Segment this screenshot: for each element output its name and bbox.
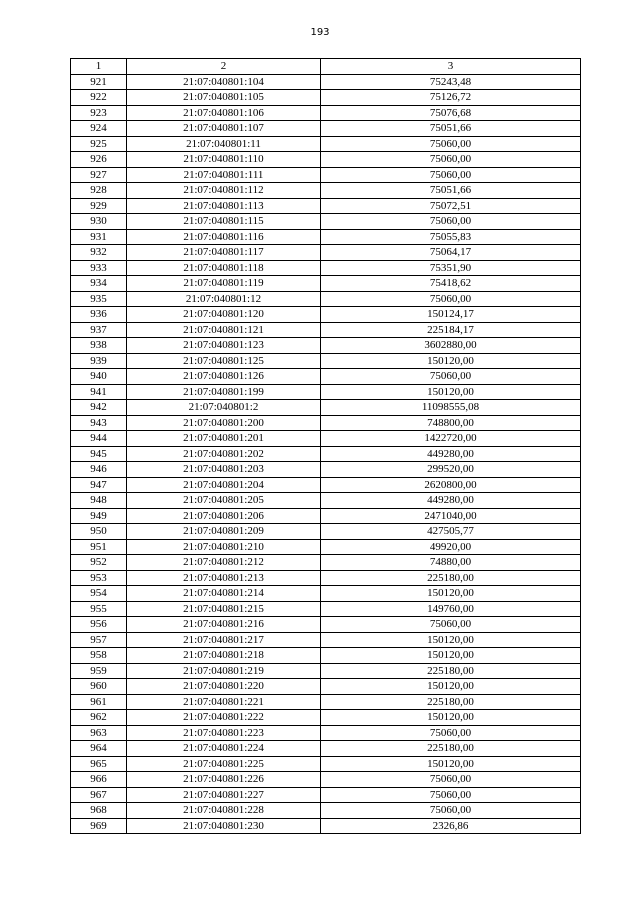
cadastral-number-cell: 21:07:040801:2	[127, 400, 321, 416]
cadastral-number-cell: 21:07:040801:126	[127, 369, 321, 385]
cadastral-number-cell: 21:07:040801:115	[127, 214, 321, 230]
table-row	[71, 121, 581, 137]
table-row	[71, 741, 581, 757]
cadastral-number-cell: 21:07:040801:205	[127, 493, 321, 509]
cadastral-number-cell: 21:07:040801:106	[127, 105, 321, 121]
table-row	[71, 384, 581, 400]
value-cell: 225180,00	[321, 570, 581, 586]
row-number-cell: 927	[71, 167, 127, 183]
row-number-cell: 924	[71, 121, 127, 137]
row-number-cell: 936	[71, 307, 127, 323]
cadastral-number-cell: 21:07:040801:220	[127, 679, 321, 695]
table-row	[71, 570, 581, 586]
row-number-cell: 925	[71, 136, 127, 152]
row-number-cell: 926	[71, 152, 127, 168]
table-row	[71, 462, 581, 478]
row-number-cell: 931	[71, 229, 127, 245]
value-cell: 75072,51	[321, 198, 581, 214]
row-number-cell: 944	[71, 431, 127, 447]
value-cell: 75060,00	[321, 772, 581, 788]
table-row	[71, 291, 581, 307]
table-row	[71, 74, 581, 90]
table-row	[71, 539, 581, 555]
value-cell: 75051,66	[321, 121, 581, 137]
value-cell: 2326,86	[321, 818, 581, 834]
table-row	[71, 446, 581, 462]
cadastral-number-cell: 21:07:040801:228	[127, 803, 321, 819]
row-number-cell: 928	[71, 183, 127, 199]
table-row	[71, 105, 581, 121]
value-cell: 75351,90	[321, 260, 581, 276]
page-number: 193	[310, 27, 330, 38]
cadastral-number-cell: 21:07:040801:225	[127, 756, 321, 772]
cadastral-number-cell: 21:07:040801:222	[127, 710, 321, 726]
table-row	[71, 400, 581, 416]
cadastral-number-cell: 21:07:040801:202	[127, 446, 321, 462]
table-row	[71, 787, 581, 803]
value-cell: 225180,00	[321, 741, 581, 757]
value-cell: 449280,00	[321, 493, 581, 509]
value-cell: 75060,00	[321, 167, 581, 183]
value-cell: 75060,00	[321, 136, 581, 152]
value-cell: 75051,66	[321, 183, 581, 199]
table-row	[71, 338, 581, 354]
value-cell: 225180,00	[321, 663, 581, 679]
row-number-cell: 946	[71, 462, 127, 478]
cadastral-number-cell: 21:07:040801:120	[127, 307, 321, 323]
value-cell: 75060,00	[321, 803, 581, 819]
table-row	[71, 586, 581, 602]
cadastral-number-cell: 21:07:040801:230	[127, 818, 321, 834]
cadastral-number-cell: 21:07:040801:200	[127, 415, 321, 431]
table-row	[71, 617, 581, 633]
table-header-row	[71, 59, 581, 75]
cadastral-number-cell: 21:07:040801:110	[127, 152, 321, 168]
cadastral-number-cell: 21:07:040801:221	[127, 694, 321, 710]
value-cell: 75126,72	[321, 90, 581, 106]
value-cell: 449280,00	[321, 446, 581, 462]
row-number-cell: 951	[71, 539, 127, 555]
row-number-cell: 943	[71, 415, 127, 431]
value-cell: 1422720,00	[321, 431, 581, 447]
cadastral-number-cell: 21:07:040801:123	[127, 338, 321, 354]
table-row	[71, 648, 581, 664]
cadastral-number-cell: 21:07:040801:113	[127, 198, 321, 214]
cadastral-number-cell: 21:07:040801:219	[127, 663, 321, 679]
row-number-cell: 963	[71, 725, 127, 741]
value-cell: 49920,00	[321, 539, 581, 555]
cadastral-number-cell: 21:07:040801:112	[127, 183, 321, 199]
cadastral-number-cell: 21:07:040801:117	[127, 245, 321, 261]
row-number-cell: 929	[71, 198, 127, 214]
row-number-cell: 947	[71, 477, 127, 493]
cadastral-number-cell: 21:07:040801:216	[127, 617, 321, 633]
row-number-cell: 957	[71, 632, 127, 648]
value-cell: 150120,00	[321, 353, 581, 369]
value-cell: 150120,00	[321, 384, 581, 400]
value-cell: 748800,00	[321, 415, 581, 431]
value-cell: 427505,77	[321, 524, 581, 540]
table-row	[71, 803, 581, 819]
row-number-cell: 950	[71, 524, 127, 540]
row-number-cell: 968	[71, 803, 127, 819]
table-row	[71, 756, 581, 772]
row-number-cell: 949	[71, 508, 127, 524]
cadastral-number-cell: 21:07:040801:118	[127, 260, 321, 276]
value-cell: 150120,00	[321, 756, 581, 772]
table-row	[71, 369, 581, 385]
cadastral-number-cell: 21:07:040801:210	[127, 539, 321, 555]
value-cell: 2620800,00	[321, 477, 581, 493]
row-number-cell: 961	[71, 694, 127, 710]
table-row	[71, 679, 581, 695]
table-row	[71, 276, 581, 292]
table-row	[71, 229, 581, 245]
table-row	[71, 663, 581, 679]
cadastral-number-cell: 21:07:040801:215	[127, 601, 321, 617]
row-number-cell: 940	[71, 369, 127, 385]
value-cell: 74880,00	[321, 555, 581, 571]
value-cell: 225180,00	[321, 694, 581, 710]
value-cell: 11098555,08	[321, 400, 581, 416]
cadastral-number-cell: 21:07:040801:213	[127, 570, 321, 586]
cadastral-number-cell: 21:07:040801:121	[127, 322, 321, 338]
row-number-cell: 941	[71, 384, 127, 400]
table-row	[71, 136, 581, 152]
table-row	[71, 725, 581, 741]
cadastral-number-cell: 21:07:040801:218	[127, 648, 321, 664]
value-cell: 299520,00	[321, 462, 581, 478]
table-row	[71, 214, 581, 230]
value-cell: 75055,83	[321, 229, 581, 245]
cadastral-number-cell: 21:07:040801:11	[127, 136, 321, 152]
cadastral-number-cell: 21:07:040801:227	[127, 787, 321, 803]
cadastral-number-cell: 21:07:040801:116	[127, 229, 321, 245]
table-row	[71, 260, 581, 276]
row-number-cell: 958	[71, 648, 127, 664]
cadastral-number-cell: 21:07:040801:125	[127, 353, 321, 369]
table-body	[71, 74, 581, 834]
value-cell: 150120,00	[321, 679, 581, 695]
table-row	[71, 818, 581, 834]
table-row	[71, 772, 581, 788]
row-number-cell: 921	[71, 74, 127, 90]
row-number-cell: 956	[71, 617, 127, 633]
cadastral-number-cell: 21:07:040801:209	[127, 524, 321, 540]
table-row	[71, 555, 581, 571]
table-row	[71, 90, 581, 106]
row-number-cell: 932	[71, 245, 127, 261]
value-cell: 150120,00	[321, 710, 581, 726]
value-cell: 75064,17	[321, 245, 581, 261]
cadastral-number-cell: 21:07:040801:105	[127, 90, 321, 106]
cadastral-number-cell: 21:07:040801:214	[127, 586, 321, 602]
value-cell: 75076,68	[321, 105, 581, 121]
row-number-cell: 939	[71, 353, 127, 369]
value-cell: 75060,00	[321, 369, 581, 385]
row-number-cell: 967	[71, 787, 127, 803]
value-cell: 225184,17	[321, 322, 581, 338]
cadastral-number-cell: 21:07:040801:226	[127, 772, 321, 788]
row-number-cell: 960	[71, 679, 127, 695]
row-number-cell: 937	[71, 322, 127, 338]
value-cell: 75060,00	[321, 152, 581, 168]
row-number-cell: 930	[71, 214, 127, 230]
row-number-cell: 965	[71, 756, 127, 772]
cadastral-number-cell: 21:07:040801:204	[127, 477, 321, 493]
cadastral-number-cell: 21:07:040801:201	[127, 431, 321, 447]
cadastral-number-cell: 21:07:040801:107	[127, 121, 321, 137]
table-row	[71, 431, 581, 447]
value-cell: 75060,00	[321, 214, 581, 230]
value-cell: 150120,00	[321, 586, 581, 602]
value-cell: 2471040,00	[321, 508, 581, 524]
row-number-cell: 933	[71, 260, 127, 276]
cadastral-number-cell: 21:07:040801:199	[127, 384, 321, 400]
value-cell: 75418,62	[321, 276, 581, 292]
cadastral-number-cell: 21:07:040801:12	[127, 291, 321, 307]
row-number-cell: 948	[71, 493, 127, 509]
row-number-cell: 934	[71, 276, 127, 292]
value-cell: 75243,48	[321, 74, 581, 90]
table-row	[71, 198, 581, 214]
table-row	[71, 152, 581, 168]
value-cell: 75060,00	[321, 725, 581, 741]
cadastral-number-cell: 21:07:040801:104	[127, 74, 321, 90]
row-number-cell: 945	[71, 446, 127, 462]
cadastral-number-cell: 21:07:040801:203	[127, 462, 321, 478]
row-number-cell: 969	[71, 818, 127, 834]
column-header-1: 1	[71, 59, 127, 75]
table-row	[71, 508, 581, 524]
column-header-3: 3	[321, 59, 581, 75]
row-number-cell: 922	[71, 90, 127, 106]
table-row	[71, 477, 581, 493]
value-cell: 150124,17	[321, 307, 581, 323]
cadastral-number-cell: 21:07:040801:217	[127, 632, 321, 648]
value-cell: 75060,00	[321, 617, 581, 633]
table-row	[71, 524, 581, 540]
table-row	[71, 167, 581, 183]
value-cell: 75060,00	[321, 787, 581, 803]
cadastral-number-cell: 21:07:040801:223	[127, 725, 321, 741]
value-cell: 3602880,00	[321, 338, 581, 354]
cadastral-number-cell: 21:07:040801:206	[127, 508, 321, 524]
table-row	[71, 307, 581, 323]
cadastral-number-cell: 21:07:040801:119	[127, 276, 321, 292]
table-row	[71, 601, 581, 617]
row-number-cell: 954	[71, 586, 127, 602]
cadastral-number-cell: 21:07:040801:111	[127, 167, 321, 183]
table-row	[71, 415, 581, 431]
value-cell: 75060,00	[321, 291, 581, 307]
value-cell: 150120,00	[321, 648, 581, 664]
row-number-cell: 952	[71, 555, 127, 571]
column-header-2: 2	[127, 59, 321, 75]
row-number-cell: 953	[71, 570, 127, 586]
row-number-cell: 959	[71, 663, 127, 679]
row-number-cell: 955	[71, 601, 127, 617]
row-number-cell: 938	[71, 338, 127, 354]
row-number-cell: 964	[71, 741, 127, 757]
row-number-cell: 935	[71, 291, 127, 307]
row-number-cell: 966	[71, 772, 127, 788]
value-cell: 150120,00	[321, 632, 581, 648]
table-row	[71, 353, 581, 369]
row-number-cell: 962	[71, 710, 127, 726]
table-row	[71, 322, 581, 338]
table-row	[71, 632, 581, 648]
table-row	[71, 710, 581, 726]
table-row	[71, 493, 581, 509]
value-cell: 149760,00	[321, 601, 581, 617]
table-row	[71, 245, 581, 261]
cadastral-number-cell: 21:07:040801:224	[127, 741, 321, 757]
table-row	[71, 183, 581, 199]
row-number-cell: 942	[71, 400, 127, 416]
cadastral-number-cell: 21:07:040801:212	[127, 555, 321, 571]
table-row	[71, 694, 581, 710]
data-table	[70, 58, 581, 834]
row-number-cell: 923	[71, 105, 127, 121]
